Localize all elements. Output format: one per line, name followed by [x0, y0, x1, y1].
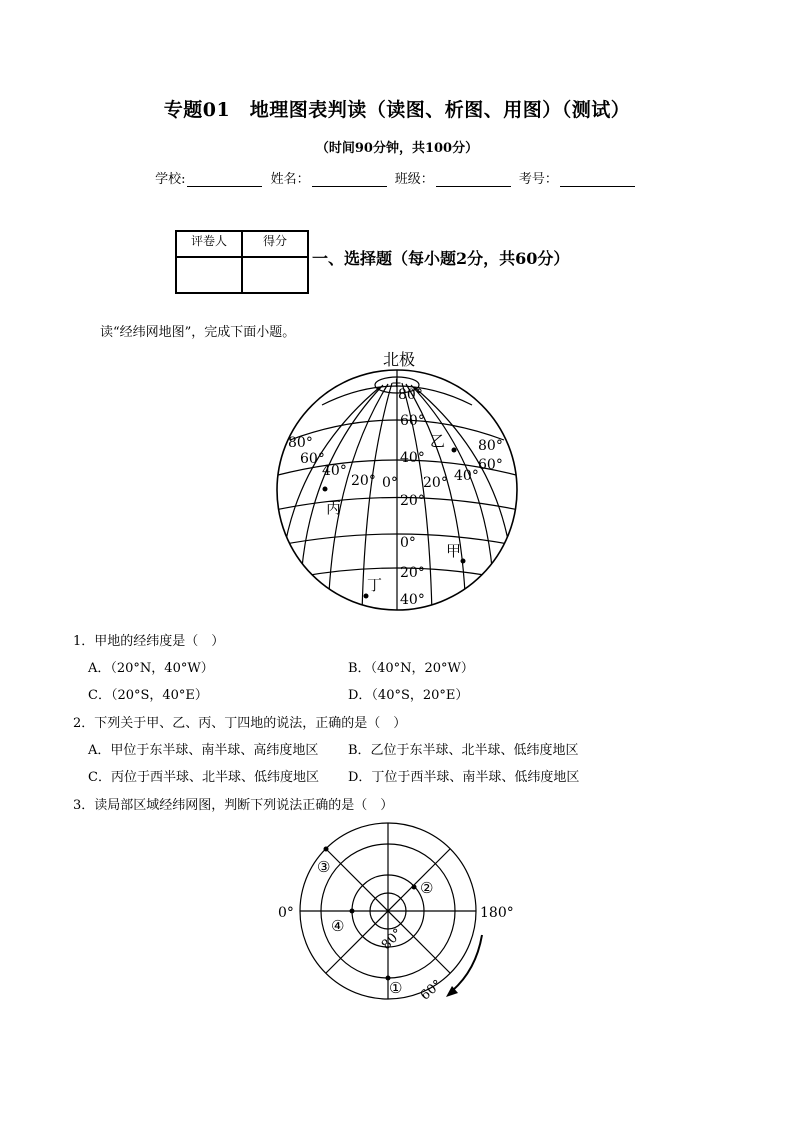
point-jia-dot: [461, 559, 466, 564]
point-ding-dot: [364, 594, 369, 599]
question-3-stem: 3．读局部区域经纬网图，判断下列说法正确的是（ ）: [73, 798, 394, 813]
polar-label-180: 180°: [480, 905, 514, 921]
q2-option-d[interactable]: D．丁位于西半球、南半球、低纬度地区: [348, 770, 580, 785]
grader-cell[interactable]: [176, 257, 242, 293]
polar-label-0: 0°: [278, 905, 294, 921]
class-blank[interactable]: [436, 172, 511, 187]
point-4-dot: [350, 909, 355, 914]
rotation-arrow: [452, 935, 482, 991]
grader-header: 评卷人: [176, 231, 242, 257]
lon-label-left-20: 20°: [351, 473, 376, 489]
lon-label-left-40: 40°: [322, 463, 347, 479]
lat-label-20n: 20°: [400, 493, 425, 509]
point-1-label: ①: [389, 979, 403, 997]
name-blank[interactable]: [312, 172, 387, 187]
lat-label-equator: 0°: [400, 535, 416, 551]
point-yi-dot: [452, 448, 457, 453]
q1-option-d[interactable]: D．（40°S，20°E）: [348, 688, 469, 703]
pole-marker: +: [391, 376, 402, 391]
page-title: 专题01 地理图表判读（读图、析图、用图）（测试）: [163, 99, 631, 121]
lat-label-80n: 80°: [398, 387, 423, 403]
question-2-stem: 2．下列关于甲、乙、丙、丁四地的说法，正确的是（ ）: [73, 716, 407, 731]
point-2-dot: [412, 885, 417, 890]
lon-label-left-80: 80°: [288, 435, 313, 451]
globe-graticule-figure: [270, 345, 530, 615]
q2-option-b[interactable]: B．乙位于东半球、北半球、低纬度地区: [348, 743, 579, 758]
section-title: 一、选择题（每小题2分，共60分）: [312, 249, 570, 268]
polar-graticule-figure: [270, 815, 530, 1005]
q1-option-a[interactable]: A．（20°N，40°W）: [88, 661, 214, 676]
student-info-line: [0, 168, 794, 187]
exam-number-blank[interactable]: [560, 172, 635, 187]
point-4-label: ④: [331, 917, 345, 935]
lon-label-center: 0°: [382, 475, 398, 491]
point-jia-label: 甲: [446, 542, 462, 560]
school-blank[interactable]: [187, 172, 262, 187]
lon-label-right-80: 80°: [478, 438, 503, 454]
q2-option-a[interactable]: A．甲位于东半球、南半球、高纬度地区: [88, 743, 319, 758]
q1-option-c[interactable]: C．（20°S，40°E）: [88, 688, 208, 703]
lon-label-right-20: 20°: [423, 475, 448, 491]
point-bing-label: 丙: [326, 499, 342, 517]
lon-label-right-60: 60°: [478, 457, 503, 473]
q1-option-b[interactable]: B．（40°N，20°W）: [348, 661, 474, 676]
score-header: 得分: [242, 231, 308, 257]
class-label: 班级：: [394, 172, 434, 187]
exam-number-label: 考号：: [518, 172, 558, 187]
north-pole-label: 北极: [383, 350, 416, 369]
point-3-label: ③: [317, 858, 331, 876]
lat-label-60n: 60°: [400, 413, 425, 429]
lat-label-40n: 40°: [400, 450, 425, 466]
point-bing-dot: [323, 487, 328, 492]
question-1-stem: 1．甲地的经纬度是（ ）: [73, 634, 225, 649]
score-table: [175, 230, 309, 294]
lat-label-20s: 20°: [400, 565, 425, 581]
q2-option-c[interactable]: C．丙位于西半球、北半球、低纬度地区: [88, 770, 319, 785]
lon-label-right-40: 40°: [454, 468, 479, 484]
score-cell[interactable]: [242, 257, 308, 293]
lat-label-40s: 40°: [400, 592, 425, 608]
point-3-dot: [324, 847, 329, 852]
point-ding-label: 丁: [367, 576, 383, 594]
question-intro: 读“经纬网地图”，完成下面小题。: [100, 325, 296, 340]
name-label: 姓名：: [270, 172, 310, 187]
point-2-label: ②: [420, 879, 434, 897]
polar-label-60: 60°: [417, 977, 446, 1004]
page-subtitle: （时间90分钟，共100分）: [315, 141, 479, 156]
point-yi-label: 乙: [430, 432, 446, 450]
lon-label-left-60: 60°: [300, 451, 325, 467]
polar-label-80: 80°: [378, 925, 406, 953]
school-label: 学校:: [155, 172, 186, 187]
